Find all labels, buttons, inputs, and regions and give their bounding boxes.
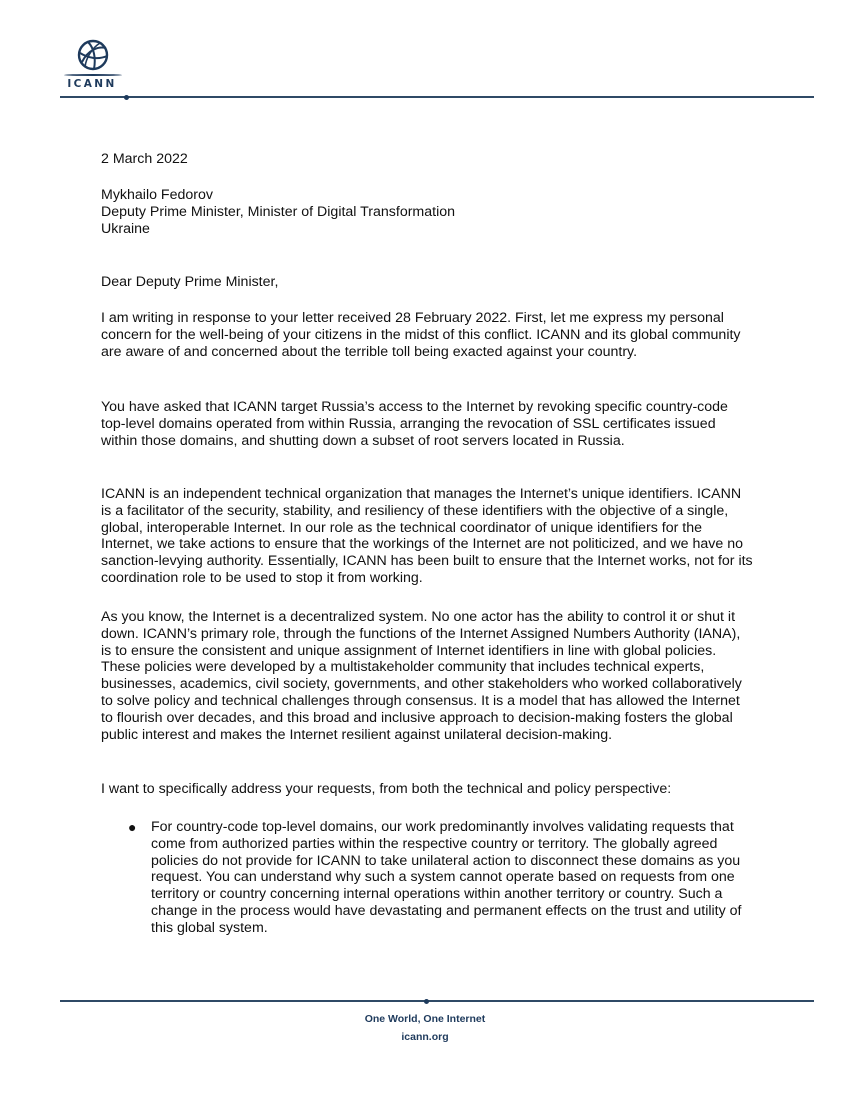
- recipient-title: Deputy Prime Minister, Minister of Digital Transformation: [101, 204, 456, 220]
- recipient-country: Ukraine: [101, 221, 150, 237]
- salutation: Dear Deputy Prime Minister,: [101, 274, 279, 290]
- footer-rule: [60, 1000, 814, 1002]
- paragraph-2: You have asked that ICANN target Russia’s access to the Internet by revoking specific country-code top-level domains operated from within Russia, arranging the revocation of SSL certificates issued within those domains, and shutting down a subset of root servers located in Russia.: [101, 399, 728, 449]
- paragraph-1: I am writing in response to your letter received 28 February 2022. First, let me express my personal concern for the well-being of your citizens in the midst of this conflict. ICANN and its global community are aware of and concerned about the terrible toll being exacted against your country.: [101, 310, 741, 360]
- icann-logo: [62, 38, 122, 90]
- bullet-item-1: For country-code top-level domains, our work predominantly involves validating requests that come from authorized parties within the respective country or territory. The globally agreed policies do not provide for ICANN to take unilateral action to disconnect these domains as you request. You can understand why such a system cannot operate based on requests from one territory or country concerning internal operations within another territory or country. Such a change in the process would have devastating and permanent effects on the trust and utility of this global system.: [151, 819, 742, 936]
- footer-website[interactable]: icann.org: [401, 1031, 449, 1043]
- paragraph-4: As you know, the Internet is a decentralized system. No one actor has the ability to control it or shut it down. ICANN’s primary role, through the functions of the Internet Assigned Numbers Authority (IANA), is to ensure the consistent and unique assignment of Internet identifiers in line with global policies. These policies were developed by a multistakeholder community that includes technical experts, businesses, academics, civil society, governments, and other stakeholders who worked collaboratively to solve policy and technical challenges through consensus. It is a model that has allowed the Internet to flourish over decades, and this broad and inclusive approach to decision-making fosters the global public interest and makes the Internet resilient against unilateral decision-making.: [101, 609, 742, 743]
- logo-arc: [64, 74, 122, 76]
- recipient-name: Mykhailo Fedorov: [101, 187, 213, 203]
- globe-icon: [76, 38, 110, 72]
- footer-rule-dot: [424, 999, 429, 1004]
- bullet-icon: ●: [128, 819, 137, 835]
- footer-tagline: One World, One Internet: [364, 1013, 486, 1025]
- header-rule-dot: [124, 95, 129, 100]
- header-rule: [60, 96, 814, 98]
- paragraph-3: ICANN is an independent technical organization that manages the Internet’s unique identifiers. ICANN is a facilitator of the security, stability, and resiliency of these identifiers with the objective of a single, global, interoperable Internet. In our role as the technical coordinator of unique identifiers for the Internet, we take actions to ensure that the workings of the Internet are not politicized, and we have no sanction-levying authority. Essentially, ICANN has been built to ensure that the Internet works, not for its coordination role to be used to stop it from working.: [101, 486, 753, 586]
- logo-text: ICANN: [67, 78, 117, 90]
- letter-date: 2 March 2022: [101, 151, 188, 167]
- paragraph-5: I want to specifically address your requests, from both the technical and policy perspective:: [101, 781, 672, 797]
